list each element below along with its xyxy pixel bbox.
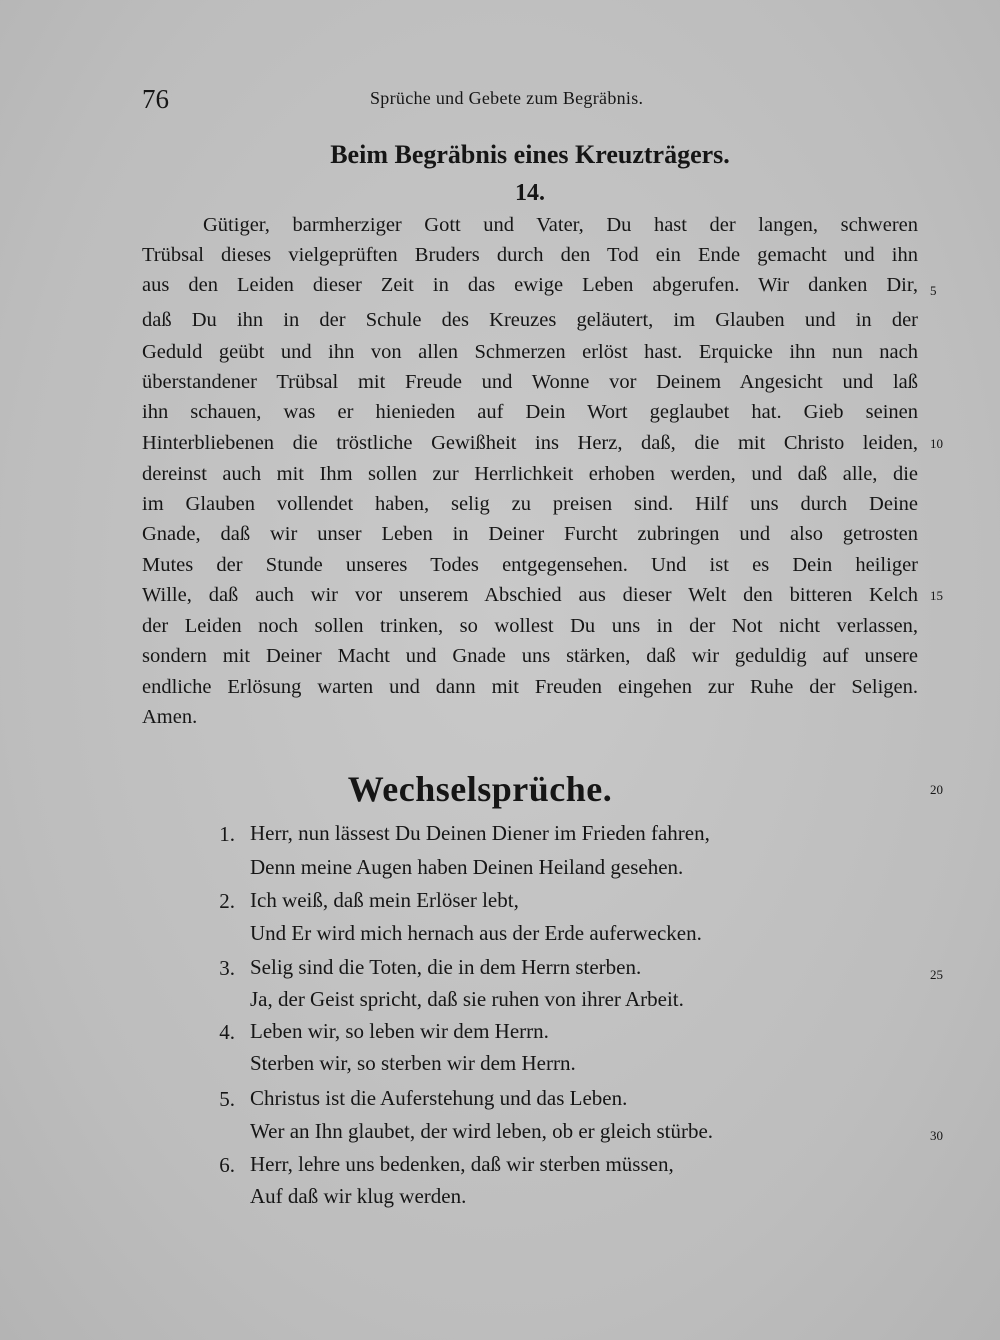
page-number: 76 xyxy=(142,84,169,114)
margin-line-number: 20 xyxy=(930,782,943,797)
running-title: Sprüche und Gebete zum Begräbnis. xyxy=(370,88,644,108)
verse-line: Und Er wird mich hernach aus der Erde auferwecken. xyxy=(250,921,702,945)
verse-number: 5. xyxy=(219,1087,235,1111)
verse-line: Herr, lehre uns bedenken, daß wir sterben müssen, xyxy=(250,1152,674,1176)
margin-line-number: 5 xyxy=(930,283,937,298)
verses-title: Wechselsprüche. xyxy=(347,769,613,809)
prayer-line: ihn schauen, was er hienieden auf Dein Wort geglaubet hat. Gieb seinen xyxy=(142,401,918,423)
prayer-line: überstandener Trübsal mit Freude und Wonne vor Deinem Angesicht und laß xyxy=(142,371,918,393)
prayer-line: Hinterbliebenen die tröstliche Gewißheit ins Herz, daß, die mit Christo leiden, xyxy=(142,432,918,454)
margin-line-number: 10 xyxy=(930,436,943,451)
verse-number: 2. xyxy=(219,889,235,913)
verse-line: Ich weiß, daß mein Erlöser lebt, xyxy=(250,888,519,912)
prayer-line: Geduld geübt und ihn von allen Schmerzen erlöst hast. Erquicke ihn nun nach xyxy=(142,341,918,363)
verse-line: Wer an Ihn glaubet, der wird leben, ob er gleich stürbe. xyxy=(250,1119,714,1143)
verse-line: Selig sind die Toten, die in dem Herrn sterben. xyxy=(250,955,642,979)
prayer-line: sondern mit Deiner Macht und Gnade uns stärken, daß wir geduldig auf unsere xyxy=(142,645,918,667)
verse-number: 3. xyxy=(219,956,235,980)
verse-number: 1. xyxy=(219,822,235,846)
margin-line-number: 15 xyxy=(930,588,943,603)
verse-line: Denn meine Augen haben Deinen Heiland gesehen. xyxy=(250,855,684,879)
verse-line: Sterben wir, so sterben wir dem Herrn. xyxy=(250,1051,576,1075)
verse-line: Auf daß wir klug werden. xyxy=(250,1184,467,1208)
prayer-number: 14. xyxy=(515,180,545,206)
prayer-line: im Glauben vollendet haben, selig zu preisen sind. Hilf uns durch Deine xyxy=(142,493,918,515)
prayer-line: der Leiden noch sollen trinken, so wollest Du uns in der Not nicht verlassen, xyxy=(142,615,918,637)
prayer-line-amen: Amen. xyxy=(142,706,198,728)
prayer-line: Gütiger, barmherziger Gott und Vater, Du hast der langen, schweren xyxy=(203,214,918,236)
verse-line: Herr, nun lässest Du Deinen Diener im Frieden fahren, xyxy=(250,821,710,845)
prayer-line: dereinst auch mit Ihm sollen zur Herrlichkeit erhoben werden, und daß alle, die xyxy=(142,463,918,485)
prayer-line: Wille, daß auch wir vor unserem Abschied aus dieser Welt den bitteren Kelch xyxy=(142,584,918,606)
prayer-line: Mutes der Stunde unseres Todes entgegensehen. Und ist es Dein heiliger xyxy=(142,554,918,576)
margin-line-number: 30 xyxy=(930,1128,943,1143)
verse-line: Leben wir, so leben wir dem Herrn. xyxy=(250,1019,549,1043)
prayer-line: aus den Leiden dieser Zeit in das ewige Leben abgerufen. Wir danken Dir, xyxy=(142,274,918,296)
section-title: Beim Begräbnis eines Kreuzträgers. xyxy=(330,140,730,169)
prayer-line: daß Du ihn in der Schule des Kreuzes geläutert, im Glauben und in der xyxy=(142,309,918,331)
verse-number: 4. xyxy=(219,1020,235,1044)
prayer-line: endliche Erlösung warten und dann mit Freuden eingehen zur Ruhe der Seligen. xyxy=(142,676,918,698)
margin-line-number: 25 xyxy=(930,967,943,982)
verse-line: Christus ist die Auferstehung und das Leben. xyxy=(250,1086,628,1110)
prayer-line: Trübsal dieses vielgeprüften Bruders durch den Tod ein Ende gemacht und ihn xyxy=(142,244,918,266)
verse-line: Ja, der Geist spricht, daß sie ruhen von ihrer Arbeit. xyxy=(250,987,684,1011)
prayer-line: Gnade, daß wir unser Leben in Deiner Furcht zubringen und also getrosten xyxy=(142,523,918,545)
verse-number: 6. xyxy=(219,1153,235,1177)
